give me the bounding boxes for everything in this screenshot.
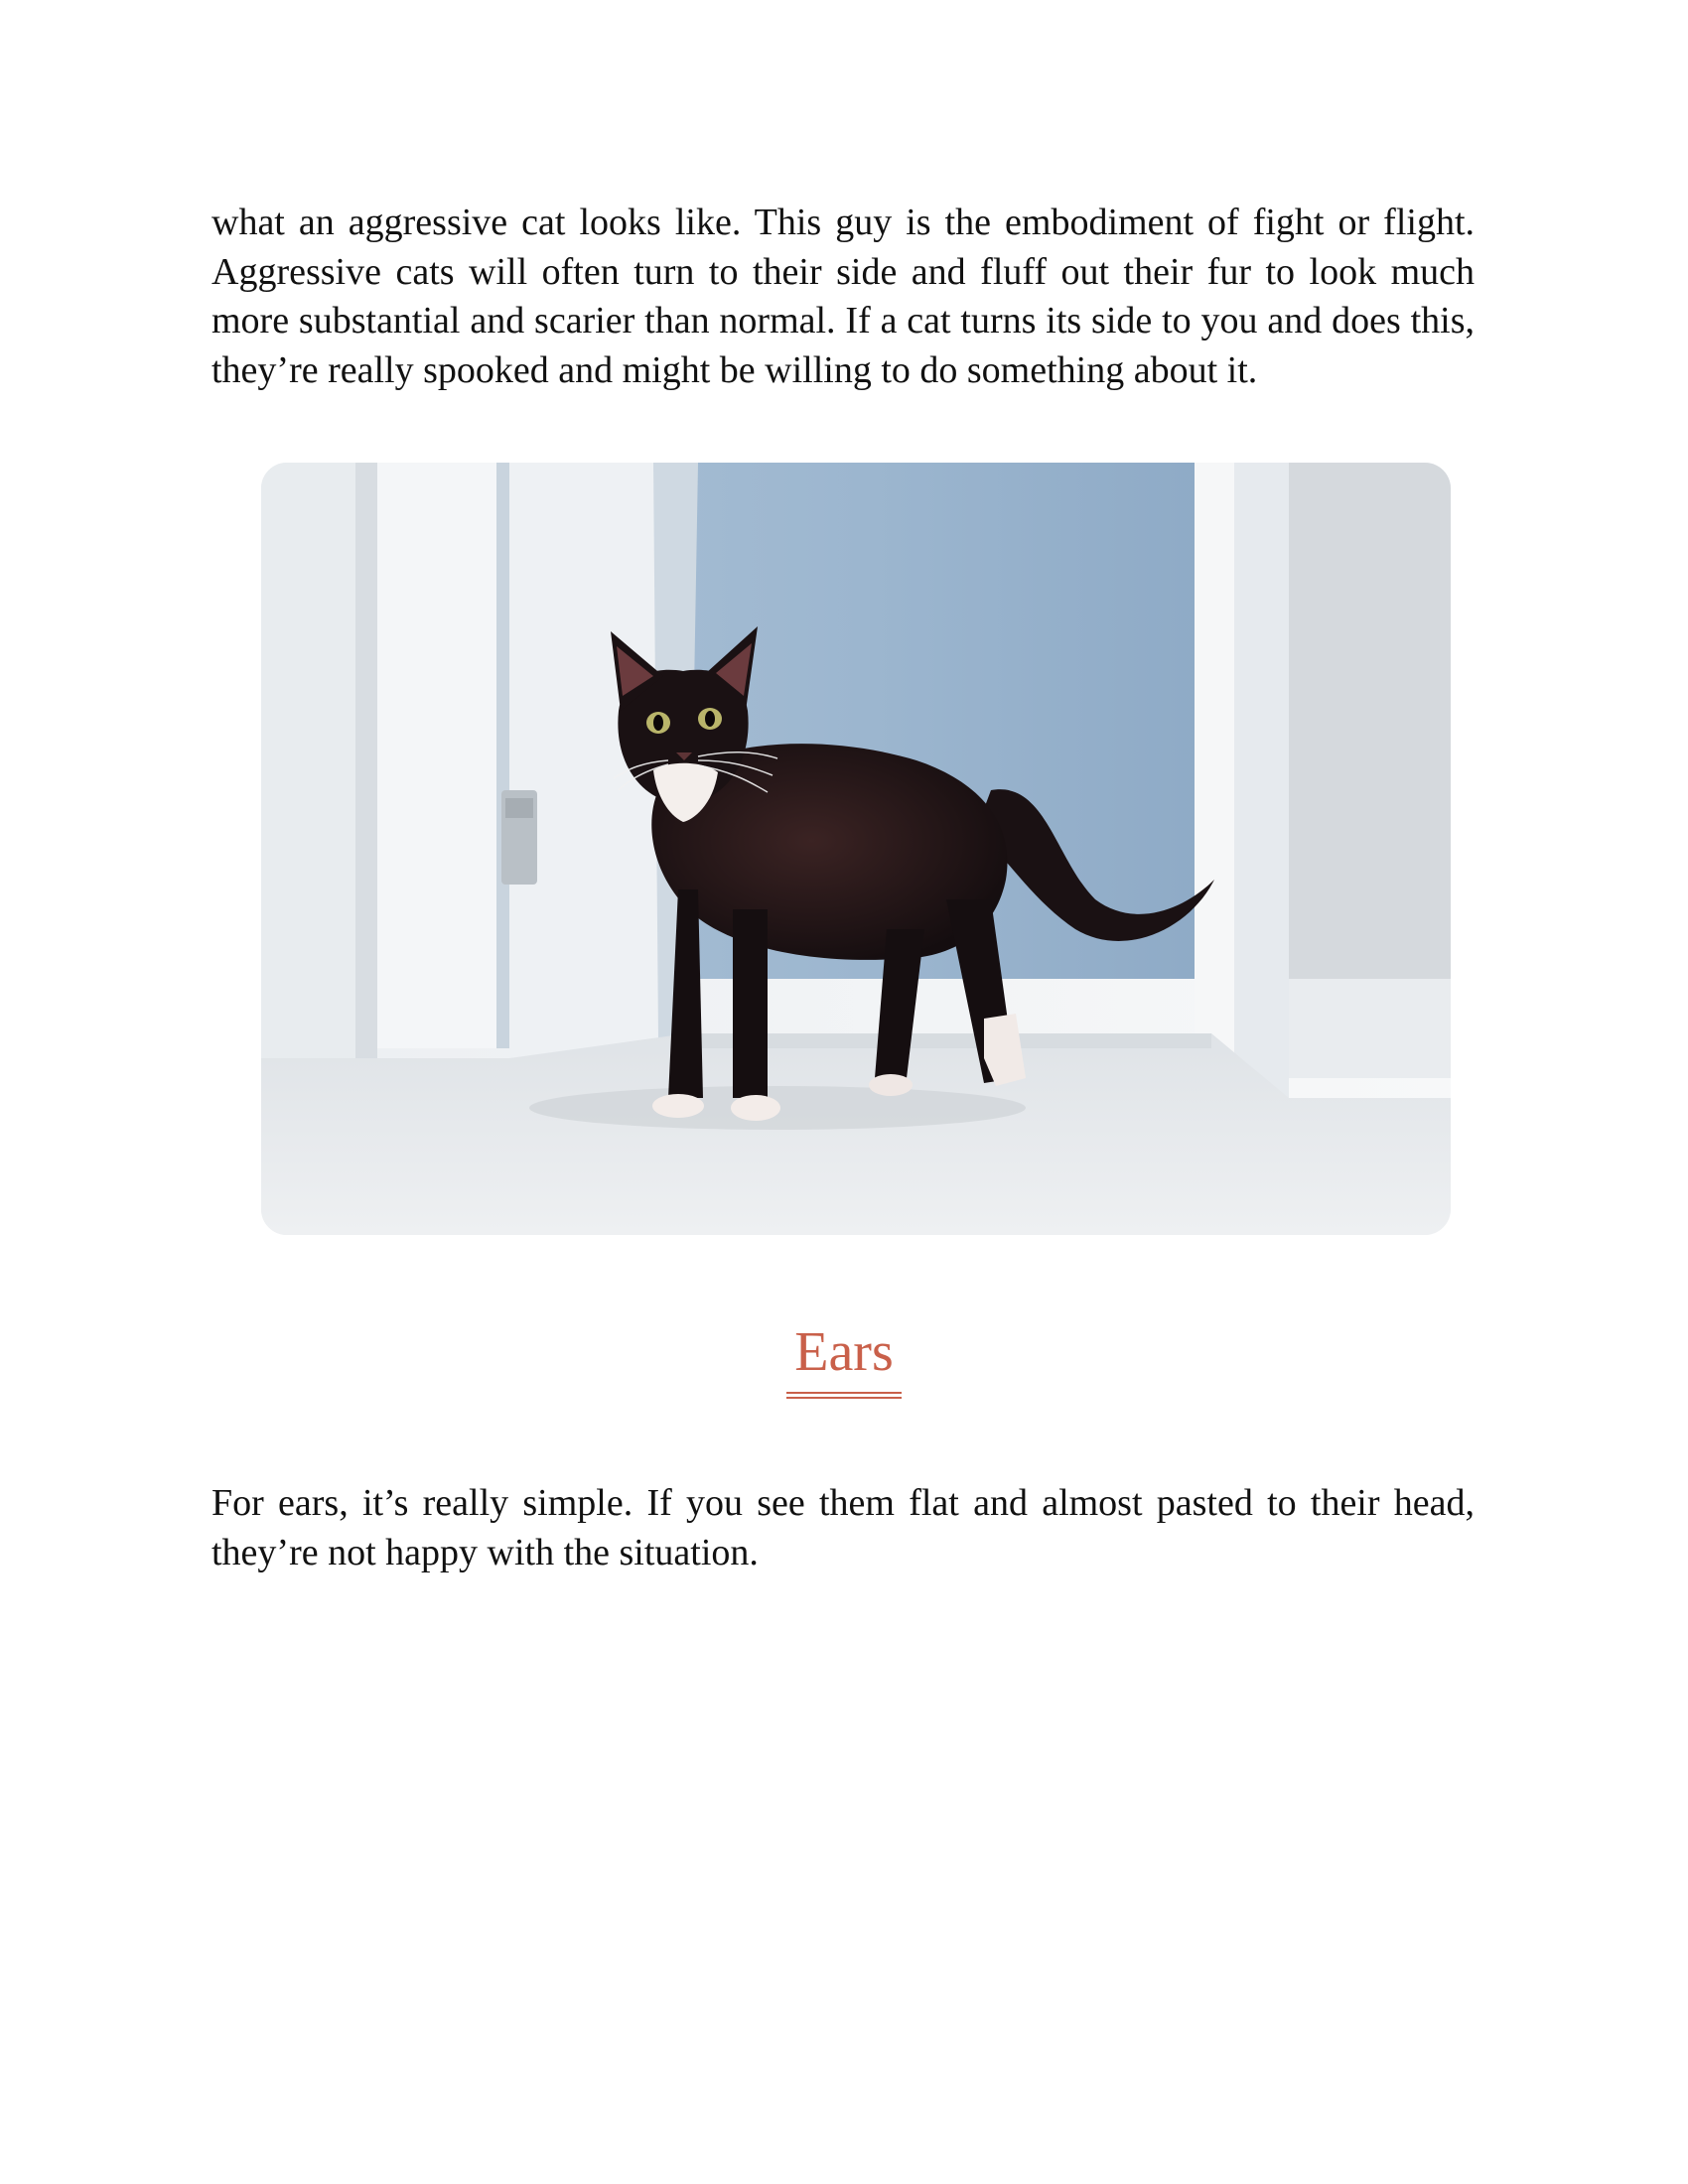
body-paragraph-ears: For ears, it’s really simple. If you see them flat and almost pasted to their head, they’re not happy with the situation. (211, 1482, 1475, 1573)
section-heading: Ears (786, 1318, 902, 1399)
kitten-photo-illustration (261, 463, 1451, 1235)
section-heading-wrap (0, 1318, 1688, 1399)
body-paragraph: what an aggressive cat looks like. This guy is the embodiment of fight or flight. Aggressive cats will often turn to their side and fluff out their fur to look much more substantial and scarier than normal. If a cat turns its side to you and does this, they’re really spooked and might be willing to do something about it. (211, 202, 1475, 391)
kitten-photo (261, 463, 1451, 1235)
